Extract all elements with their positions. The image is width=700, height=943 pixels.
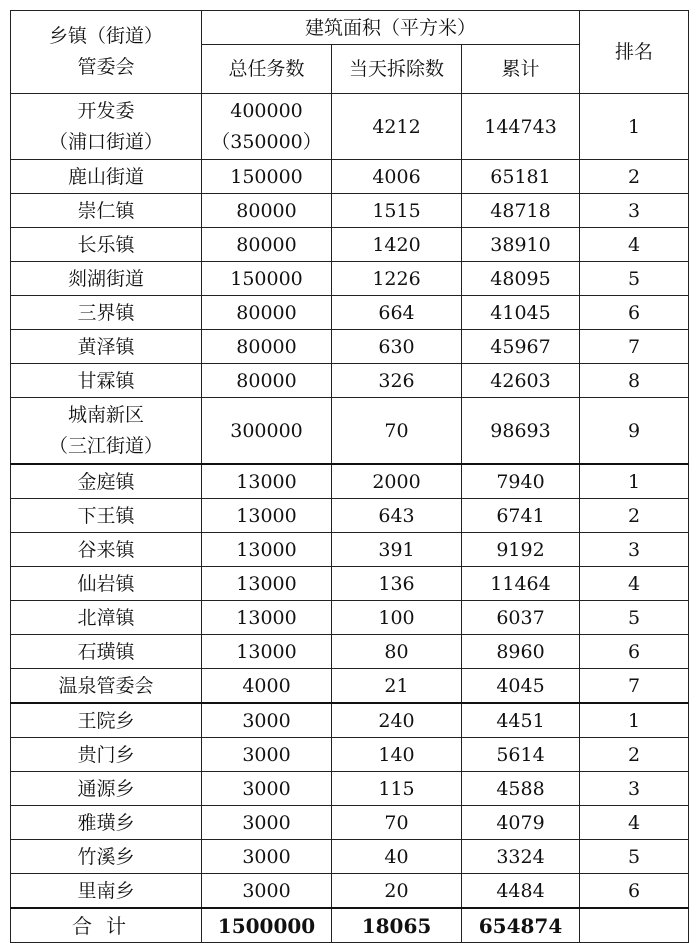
table-row [11,703,689,738]
today-demolished-cell: 1420 [332,228,462,262]
table-row [11,806,689,840]
today-demolished-cell: 140 [332,738,462,772]
total-task-cell: 80000 [202,330,332,364]
rank-cell: 3 [580,533,689,567]
total-row [11,908,689,943]
today-demolished-cell: 100 [332,601,462,635]
total-task-value: 400000 [230,99,303,122]
table-row [11,160,689,194]
cumulative-cell: 98693 [462,398,580,465]
today-demolished-cell: 2000 [332,464,462,499]
today-demolished-cell: 4006 [332,160,462,194]
region-name-alias: （三江街道） [48,434,163,457]
rank-cell: 2 [580,499,689,533]
region-name-cell: 黄泽镇 [11,330,202,364]
region-name-cell: 三界镇 [11,296,202,330]
region-name-cell: 鹿山街道 [11,160,202,194]
rank-cell: 4 [580,806,689,840]
total-label: 合计 [11,908,202,943]
total-task-cell: 13000 [202,635,332,669]
region-name-cell: 通源乡 [11,772,202,806]
header-rank: 排名 [580,11,689,94]
table-row [11,296,689,330]
total-task-cell: 80000 [202,228,332,262]
rank-cell: 6 [580,874,689,909]
header-region [11,11,202,94]
table-row [11,398,689,465]
today-demolished-cell: 80 [332,635,462,669]
today-demolished-cell: 1515 [332,194,462,228]
region-name-cell: 竹溪乡 [11,840,202,874]
cumulative-cell: 6037 [462,601,580,635]
total-task-cell: 80000 [202,194,332,228]
rank-cell: 2 [580,738,689,772]
today-demolished-cell: 326 [332,364,462,398]
rank-cell: 3 [580,772,689,806]
region-name-cell: 温泉管委会 [11,669,202,704]
cumulative-cell: 4588 [462,772,580,806]
header-region-line1: 乡镇（街道） [48,25,163,47]
rank-cell: 6 [580,635,689,669]
rank-cell: 1 [580,464,689,499]
today-demolished-cell: 70 [332,398,462,465]
total-task-cell: 4000 [202,669,332,704]
header-region-line2: 管委会 [77,56,135,78]
rank-cell: 1 [580,94,689,160]
cumulative-cell: 6741 [462,499,580,533]
today-demolished-cell: 21 [332,669,462,704]
cumulative-cell: 38910 [462,228,580,262]
cumulative-cell: 7940 [462,464,580,499]
cumulative-cell: 4045 [462,669,580,704]
today-demolished-cell: 20 [332,874,462,909]
today-demolished-cell: 115 [332,772,462,806]
cumulative-cell: 48095 [462,262,580,296]
region-name-cell: 长乐镇 [11,228,202,262]
region-name-cell: 谷来镇 [11,533,202,567]
table-row [11,772,689,806]
cumulative-cell: 45967 [462,330,580,364]
region-name-cell: 金庭镇 [11,464,202,499]
total-task-cell: 80000 [202,364,332,398]
total-task-cell: 3000 [202,840,332,874]
total-cumulative-sum: 654874 [462,908,580,943]
total-task-cell: 3000 [202,874,332,909]
today-demolished-cell: 643 [332,499,462,533]
rank-cell: 9 [580,398,689,465]
table-row [11,669,689,704]
region-name-cell: 仙岩镇 [11,567,202,601]
today-demolished-cell: 391 [332,533,462,567]
today-demolished-cell: 240 [332,703,462,738]
table-row [11,464,689,499]
today-demolished-cell: 70 [332,806,462,840]
rank-cell: 3 [580,194,689,228]
total-today-sum: 18065 [332,908,462,943]
table-row [11,567,689,601]
header-total-task: 总任务数 [202,45,332,94]
region-name: 开发委 [77,99,135,122]
today-demolished-cell: 4212 [332,94,462,160]
header-cumulative: 累计 [462,45,580,94]
cumulative-cell: 42603 [462,364,580,398]
table-row [11,330,689,364]
table-row [11,364,689,398]
total-task-sum: 1500000 [202,908,332,943]
region-name-cell: 里南乡 [11,874,202,909]
header-area-group: 建筑面积（平方米） [202,11,580,45]
table-row [11,499,689,533]
cumulative-cell: 4484 [462,874,580,909]
today-demolished-cell: 664 [332,296,462,330]
table-row [11,262,689,296]
rank-cell: 6 [580,296,689,330]
cumulative-cell: 3324 [462,840,580,874]
rank-cell: 2 [580,160,689,194]
total-task-cell: 13000 [202,464,332,499]
cumulative-cell: 9192 [462,533,580,567]
total-task-cell: 150000 [202,262,332,296]
today-demolished-cell: 40 [332,840,462,874]
region-name-cell: 下王镇 [11,499,202,533]
region-name-cell: 甘霖镇 [11,364,202,398]
rank-cell: 4 [580,228,689,262]
demolition-stats-table [10,10,689,943]
cumulative-cell: 65181 [462,160,580,194]
today-demolished-cell: 630 [332,330,462,364]
total-task-cell: 3000 [202,806,332,840]
total-rank-empty [580,908,689,943]
cumulative-cell: 4451 [462,703,580,738]
total-task-cell: 3000 [202,738,332,772]
rank-cell: 7 [580,669,689,704]
region-name-cell: 剡湖街道 [11,262,202,296]
total-task-cell: 300000 [202,398,332,465]
total-task-alt-value: （350000） [211,130,322,153]
table-row [11,228,689,262]
total-task-cell: 13000 [202,533,332,567]
rank-cell: 5 [580,262,689,296]
cumulative-cell: 4079 [462,806,580,840]
region-name-cell: 北漳镇 [11,601,202,635]
region-name-cell: 雅璜乡 [11,806,202,840]
table-row [11,635,689,669]
region-name-cell: 崇仁镇 [11,194,202,228]
region-name-cell [11,398,202,465]
cumulative-cell: 5614 [462,738,580,772]
total-task-cell: 3000 [202,703,332,738]
cumulative-cell: 48718 [462,194,580,228]
total-task-cell: 3000 [202,772,332,806]
total-task-cell: 150000 [202,160,332,194]
header-today: 当天拆除数 [332,45,462,94]
rank-cell: 8 [580,364,689,398]
rank-cell: 4 [580,567,689,601]
region-name-cell: 石璜镇 [11,635,202,669]
total-task-cell: 13000 [202,567,332,601]
region-name-cell: 王院乡 [11,703,202,738]
total-task-cell [202,94,332,160]
region-name: 城南新区 [67,403,144,426]
table-row [11,194,689,228]
table-row [11,533,689,567]
table-row [11,94,689,160]
today-demolished-cell: 136 [332,567,462,601]
total-task-cell: 13000 [202,499,332,533]
table-row [11,601,689,635]
today-demolished-cell: 1226 [332,262,462,296]
rank-cell: 5 [580,601,689,635]
region-name-alias: （浦口街道） [48,130,163,153]
rank-cell: 5 [580,840,689,874]
rank-cell: 7 [580,330,689,364]
cumulative-cell: 144743 [462,94,580,160]
region-name-cell [11,94,202,160]
region-name-cell: 贵门乡 [11,738,202,772]
table-row [11,874,689,909]
total-task-cell: 80000 [202,296,332,330]
table-row [11,738,689,772]
total-task-cell: 13000 [202,601,332,635]
cumulative-cell: 8960 [462,635,580,669]
cumulative-cell: 11464 [462,567,580,601]
rank-cell: 1 [580,703,689,738]
table-row [11,840,689,874]
cumulative-cell: 41045 [462,296,580,330]
